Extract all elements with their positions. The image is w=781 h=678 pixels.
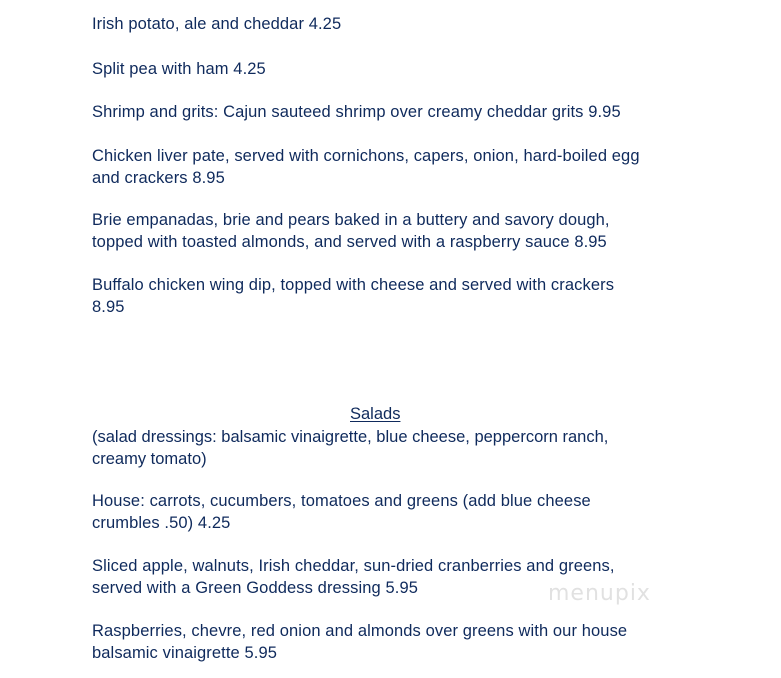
watermark-logo: menupix xyxy=(548,581,651,606)
menu-item-split-pea: Split pea with ham 4.25 xyxy=(92,60,266,78)
menu-item-house-salad: House: carrots, cucumbers, tomatoes and greens (add blue cheese crumbles .50) 4.25 xyxy=(92,492,591,532)
menu-item-apple-salad: Sliced apple, walnuts, Irish cheddar, sun-dried cranberries and greens, served with a Green Goddess dressing 5.95 xyxy=(92,557,615,597)
salad-dressings-note: (salad dressings: balsamic vinaigrette, blue cheese, peppercorn ranch, creamy tomato) xyxy=(92,428,609,468)
menu-item-buffalo-dip: Buffalo chicken wing dip, topped with cheese and served with crackers 8.95 xyxy=(92,276,615,316)
menu-item-chicken-liver-pate: Chicken liver pate, served with cornichons, capers, onion, hard-boiled egg and crackers 8.95 xyxy=(92,147,640,187)
menu-item-irish-potato: Irish potato, ale and cheddar 4.25 xyxy=(92,15,342,33)
menu-item-brie-empanadas: Brie empanadas, brie and pears baked in a buttery and savory dough, topped with toasted almonds, and served with a raspberry sauce 8.95 xyxy=(92,211,610,251)
menu-item-shrimp-grits: Shrimp and grits: Cajun sauteed shrimp over creamy cheddar grits 9.95 xyxy=(92,103,621,121)
menu-item-raspberry-salad: Raspberries, chevre, red onion and almonds over greens with our house balsamic vinaigrette 5.95 xyxy=(92,622,628,662)
salads-heading: Salads xyxy=(350,405,401,423)
